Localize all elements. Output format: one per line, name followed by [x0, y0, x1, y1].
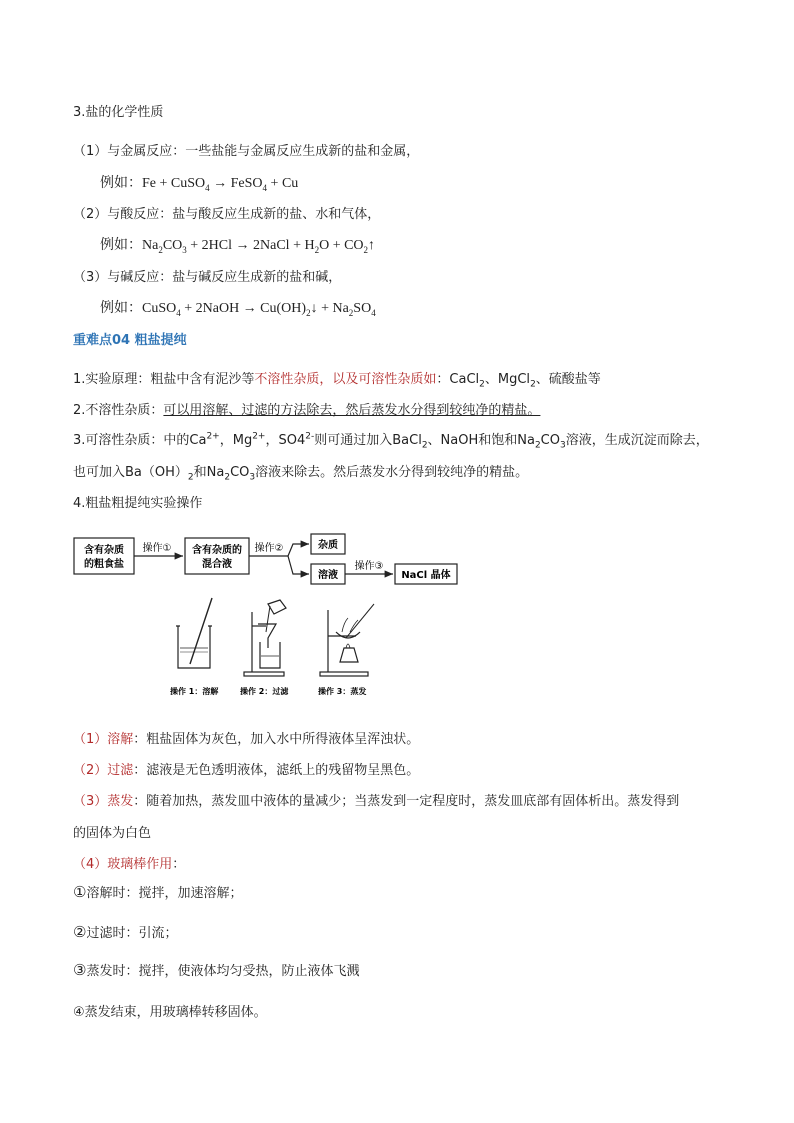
flow-op3-label: 操作③ — [354, 561, 384, 572]
svg-text:混合液: 混合液 — [202, 559, 232, 570]
heading-salt-properties: 3.盐的化学性质 — [73, 105, 164, 120]
step-evaporate: （3）蒸发：随着加热，蒸发皿中液体的量减少；当蒸发到一定程度时，蒸发皿底部有固体析出。蒸发得到 — [73, 794, 680, 809]
step-filter: （2）过滤：滤液是无色透明液体，滤纸上的残留物呈黑色。 — [73, 763, 420, 778]
apparatus-figure — [160, 596, 400, 701]
item-principle: 1.实验原理：粗盐中含有泥沙等不溶性杂质，以及可溶性杂质如：CaCl$_2$、MgCl$_2$、硫酸盐等 — [73, 372, 601, 390]
reaction-metal-label: （1）与金属反应：一些盐能与金属反应生成新的盐和金属， — [73, 144, 420, 159]
reaction-base-label: （3）与碱反应：盐与碱反应生成新的盐和碱， — [73, 270, 342, 285]
flow-box-mixture — [185, 538, 249, 574]
rod-dissolve: ①溶解时：搅拌，加速溶解； — [73, 883, 243, 901]
section-title: 重难点04 粗盐提纯 — [73, 333, 187, 348]
step-rod-use: （4）玻璃棒作用： — [73, 857, 186, 872]
example-prefix: 例如： — [100, 301, 142, 316]
flow-diagram — [73, 530, 463, 590]
rod-filter: ②过滤时：引流； — [73, 923, 178, 941]
flow-box-crude-salt — [74, 538, 134, 574]
reaction-base-example: 例如：CuSO$_4$ + 2NaOH → $Cu(OH)_2↓ + Na_2SO_4$ — [100, 301, 376, 318]
rod-transfer: ④蒸发结束，用玻璃棒转移固体。 — [73, 1005, 267, 1020]
caption-evaporate: 操作 3：蒸发 — [318, 687, 367, 696]
item-operations: 4.粗盐粗提纯实验操作 — [73, 496, 203, 511]
svg-text:溶液: 溶液 — [318, 570, 338, 581]
svg-text:含有杂质的: 含有杂质的 — [192, 545, 242, 556]
example-prefix: 例如： — [100, 238, 142, 253]
item-insoluble: 2.不溶性杂质：可以用溶解、过滤的方法除去，然后蒸发水分得到较纯净的精盐。 — [73, 403, 541, 418]
caption-dissolve: 操作 1：溶解 — [170, 687, 219, 696]
flow-op1-label: 操作① — [142, 543, 172, 554]
rod-evaporate: ③蒸发时：搅拌，使液体均匀受热，防止液体飞溅 — [73, 961, 360, 979]
svg-text:NaCl 晶体: NaCl 晶体 — [401, 570, 451, 581]
filter-apparatus — [244, 600, 286, 676]
flow-box-impurity — [311, 534, 345, 554]
svg-text:的粗食盐: 的粗食盐 — [84, 559, 124, 570]
item-soluble-cont: 也可加入$Ba(OH)_2$和$Na_2CO_3$溶液来除去。然后蒸发水分得到较纯净的精盐。 — [73, 465, 529, 483]
reaction-metal-example: 例如：Fe + CuSO$_4$ → FeSO$_4$ + Cu — [100, 176, 299, 193]
example-prefix: 例如： — [100, 176, 142, 191]
reaction-acid-label: （2）与酸反应：盐与酸反应生成新的盐、水和气体， — [73, 207, 381, 222]
evaporate-apparatus — [320, 604, 374, 676]
step-dissolve: （1）溶解：粗盐固体为灰色，加入水中所得液体呈浑浊状。 — [73, 732, 420, 747]
dissolve-apparatus — [176, 598, 212, 668]
flow-op2-label: 操作② — [254, 543, 284, 554]
step-evaporate-cont: 的固体为白色 — [73, 826, 152, 841]
flow-box-nacl-crystal — [395, 564, 457, 584]
reaction-acid-example: 例如：$Na_2CO_3 + 2HCl$ → 2NaCl + $H_2O$ + $CO_2↑$ — [100, 238, 376, 255]
svg-text:杂质: 杂质 — [318, 540, 338, 551]
svg-text:含有杂质: 含有杂质 — [84, 545, 124, 556]
caption-filter: 操作 2：过滤 — [240, 687, 289, 696]
flow-box-solution — [311, 564, 345, 584]
item-soluble: 3.可溶性杂质：中的$Ca^{2+}$，$Mg^{2+}$，$SO4^{2-}$则可通过加入BaCl$_2$、NaOH和饱和$Na_2CO_3$溶液，生成沉淀而除去， — [73, 431, 709, 451]
